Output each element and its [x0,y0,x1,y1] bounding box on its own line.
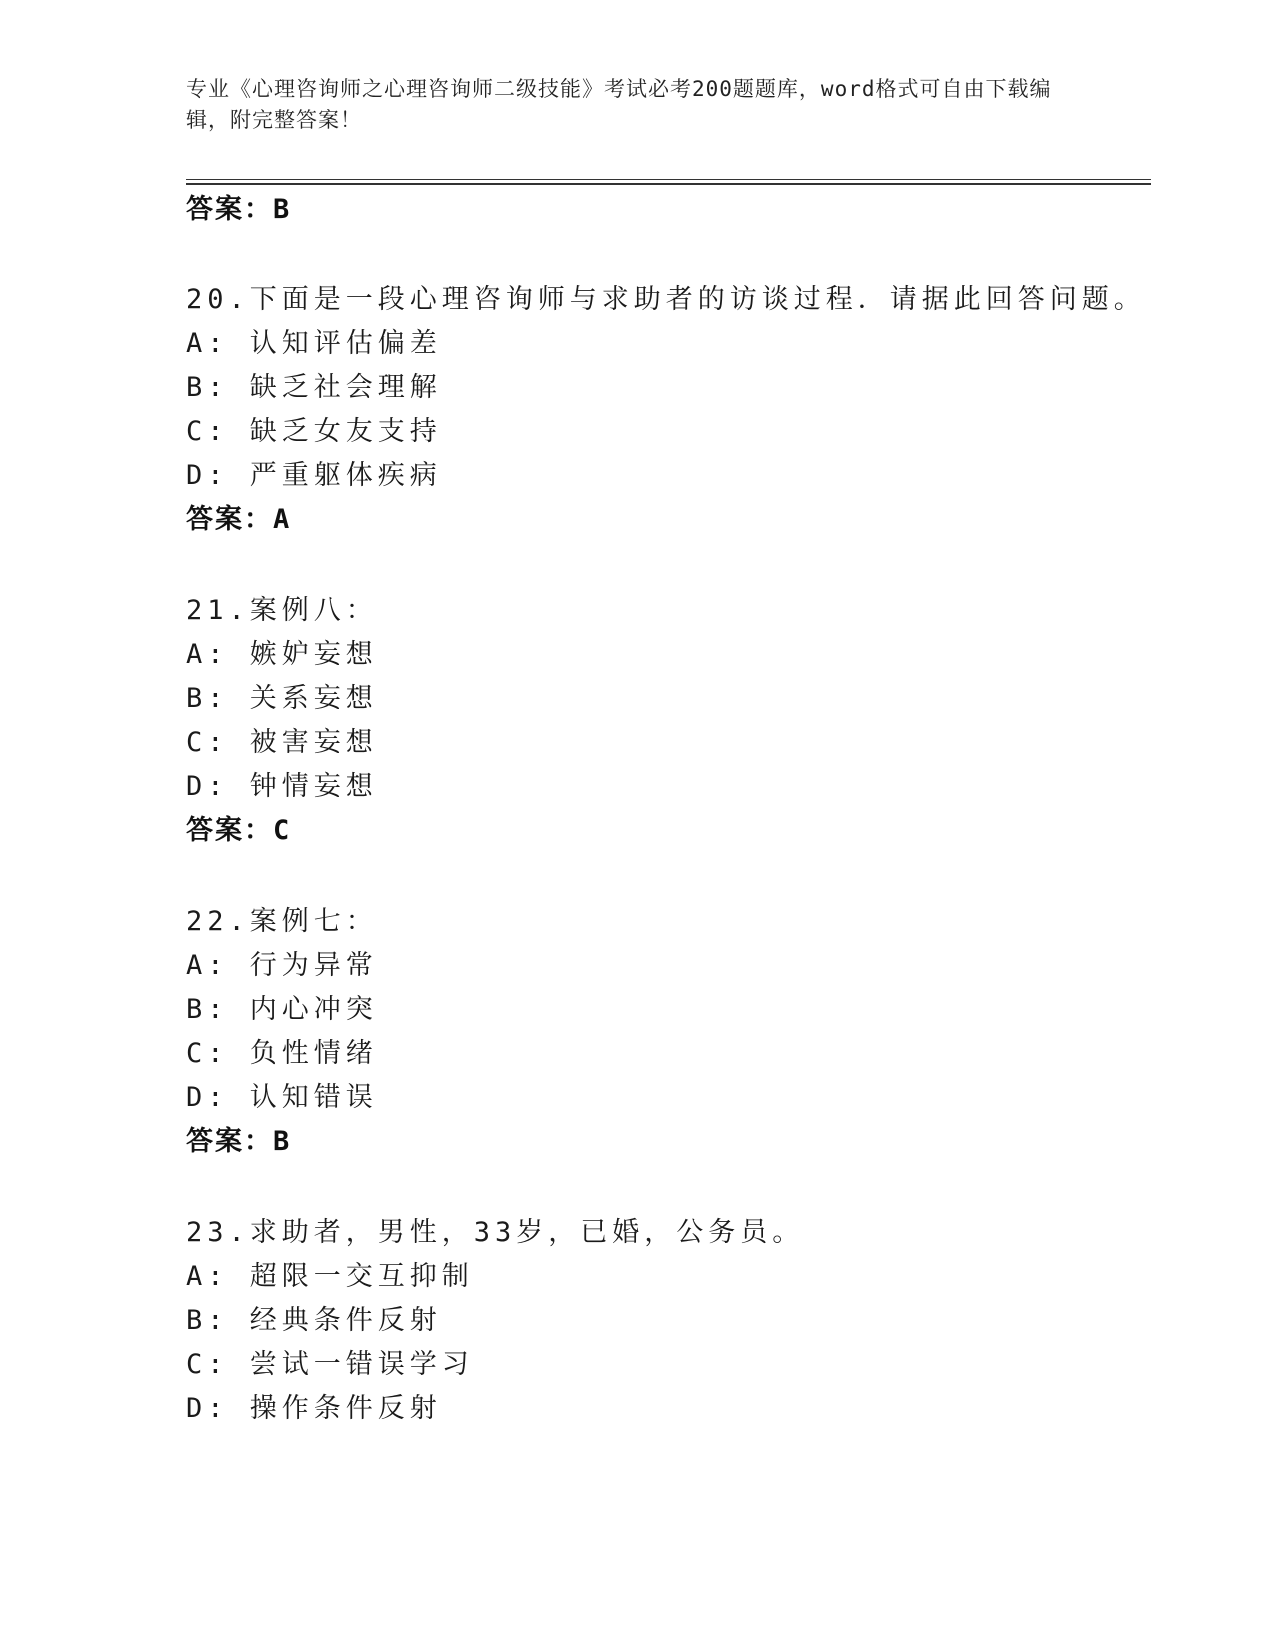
answer-line: 答案：B [186,194,292,225]
question-stem: 20.下面是一段心理咨询师与求助者的访谈过程．请据此回答问题。 [186,284,1146,315]
option-d: D: 认知错误 [186,1082,378,1113]
option-a: A: 嫉妒妄想 [186,639,378,670]
document-header: 专业《心理咨询师之心理咨询师二级技能》考试必考200题题库，word格式可自由下载编辑，附完整答案！ [186,77,1052,132]
option-c: C: 缺乏女友支持 [186,416,442,447]
option-c: C: 尝试一错误学习 [186,1349,474,1380]
option-d: D: 钟情妄想 [186,771,378,802]
option-a: A: 超限一交互抑制 [186,1261,474,1292]
header-divider-thin [186,179,1151,180]
option-b: B: 内心冲突 [186,994,378,1025]
option-d: D: 操作条件反射 [186,1393,442,1424]
option-c: C: 负性情绪 [186,1038,378,1069]
answer-line: 答案：A [186,504,292,535]
option-b: B: 经典条件反射 [186,1305,442,1336]
question-stem: 22.案例七： [186,906,378,937]
answer-line: 答案：B [186,1126,292,1157]
option-d: D: 严重躯体疾病 [186,460,442,491]
answer-line: 答案：C [186,815,292,846]
question-stem: 23.求助者，男性，33岁，已婚，公务员。 [186,1217,805,1248]
option-c: C: 被害妄想 [186,727,378,758]
option-a: A: 认知评估偏差 [186,328,442,359]
option-b: B: 缺乏社会理解 [186,372,442,403]
header-divider-thick [186,183,1151,185]
question-stem: 21.案例八： [186,595,378,626]
option-a: A: 行为异常 [186,950,378,981]
option-b: B: 关系妄想 [186,683,378,714]
